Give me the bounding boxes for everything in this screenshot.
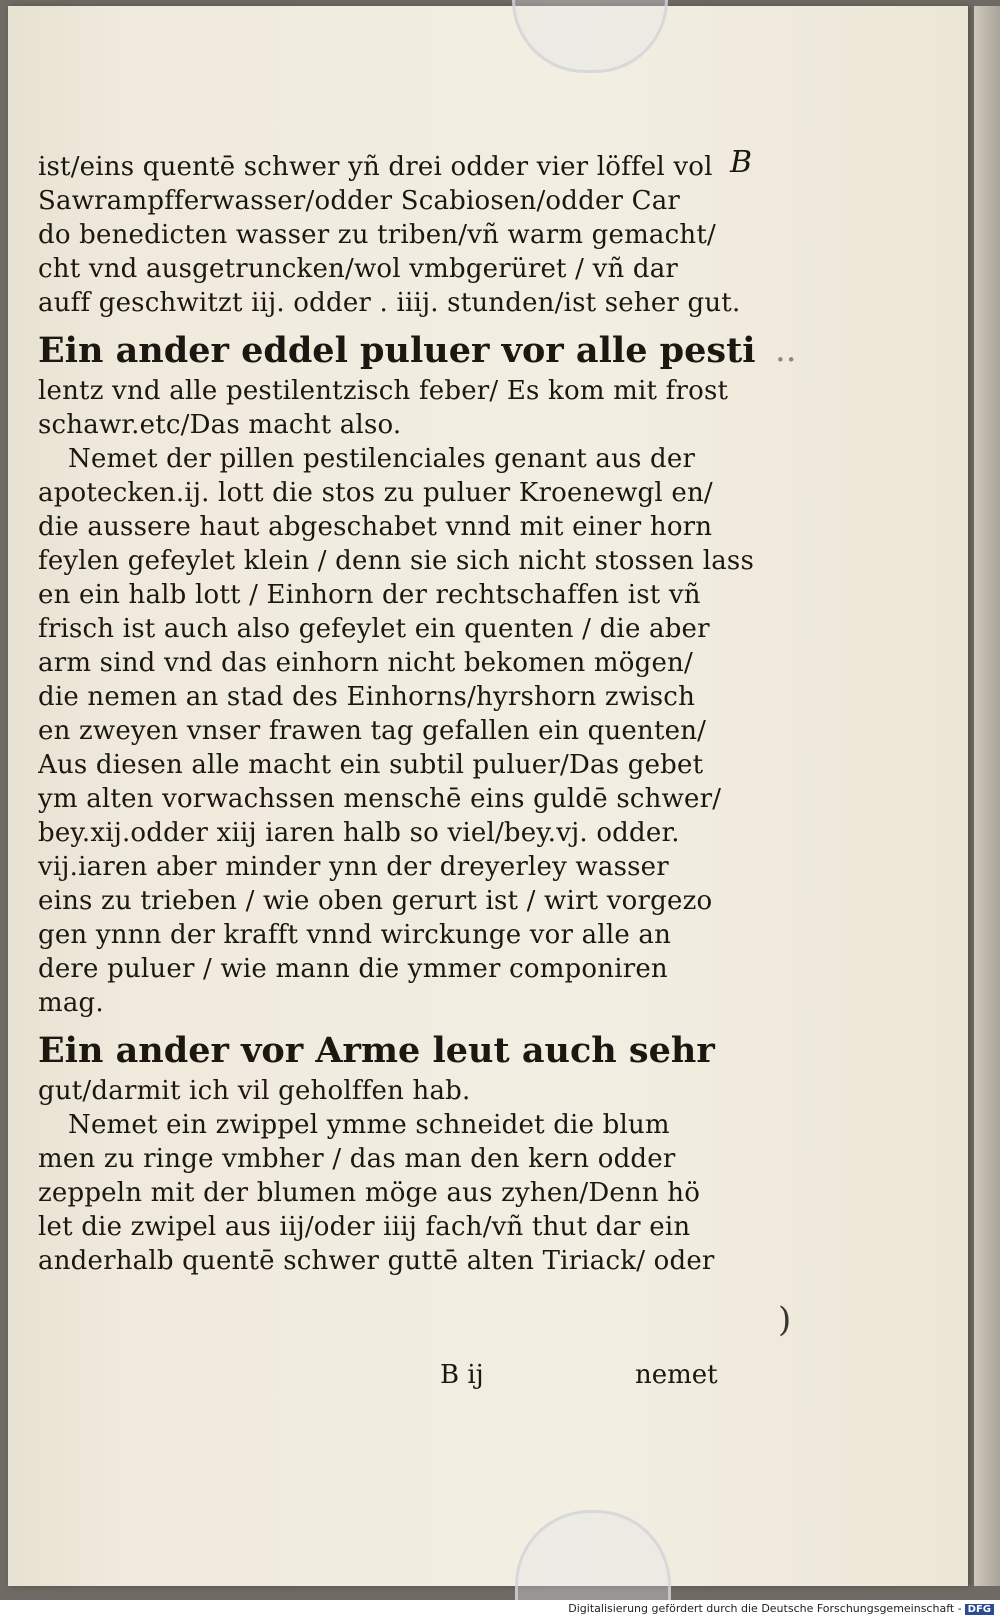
text-line: Nemet der pillen pestilenciales genant aus der <box>68 444 696 474</box>
section-heading: Ein ander eddel puluer vor alle pesti <box>38 330 756 371</box>
text-line: eins zu trieben / wie oben gerurt ist / wirt vorgezo <box>38 886 713 916</box>
text-line: en ein halb lott / Einhorn der rechtschaffen ist vñ <box>38 580 701 610</box>
text-line: auff geschwitzt iij. odder . iiij. stunden/ist seher gut. <box>38 288 741 318</box>
text-line: gut/darmit ich vil geholffen hab. <box>38 1076 471 1106</box>
text-line: do benedicten wasser zu triben/vñ warm gemacht/ <box>38 220 716 250</box>
text-line: let die zwipel aus iij/oder iiij fach/vñ thut dar ein <box>38 1212 691 1242</box>
footer-credit <box>568 1602 994 1615</box>
text-line: die nemen an stad des Einhorns/hyrshorn zwisch <box>38 682 696 712</box>
catchword: nemet <box>635 1360 718 1390</box>
text-line: gen ynnn der krafft vnnd wirckunge vor alle an <box>38 920 672 950</box>
text-line: ym alten vorwachssen menschē eins guldē schwer/ <box>38 784 722 814</box>
text-line: men zu ringe vmbher / das man den kern odder <box>38 1144 676 1174</box>
text-line: schawr.etc/Das macht also. <box>38 410 402 440</box>
printed-text-block <box>38 150 758 1278</box>
catchword-line <box>440 1360 740 1394</box>
signature-label: B ij <box>440 1360 484 1390</box>
text-line: mag. <box>38 988 104 1018</box>
footer-bar <box>0 1600 1000 1620</box>
text-line: arm sind vnd das einhorn nicht bekomen mögen/ <box>38 648 693 678</box>
text-line: cht vnd ausgetruncken/wol vmbgerüret / vñ dar <box>38 254 679 284</box>
text-line: bey.xij.odder xiij iaren halb so viel/bey.vj. odder. <box>38 818 680 848</box>
folio-mark: B <box>730 145 753 180</box>
text-line: vij.iaren aber minder ynn der dreyerley wasser <box>38 852 669 882</box>
dfg-logo: DFG <box>965 1604 994 1615</box>
text-line: Aus diesen alle macht ein subtil puluer/Das gebet <box>38 750 704 780</box>
text-line: en zweyen vnser frawen tag gefallen ein quenten/ <box>38 716 707 746</box>
page-edge <box>974 6 1000 1586</box>
text-line: apotecken.ij. lott die stos zu puluer Kroenewgl en/ <box>38 478 713 508</box>
text-line: ist/eins quentē schwer yñ drei odder vier löffel vol <box>38 152 713 182</box>
text-line: dere puluer / wie mann die ymmer componiren <box>38 954 668 984</box>
footer-credit-text: Digitalisierung gefördert durch die Deutsche Forschungsgemeinschaft - <box>568 1602 962 1615</box>
text-line: anderhalb quentē schwer guttē alten Tiriack/ oder <box>38 1246 715 1276</box>
text-line: die aussere haut abgeschabet vnnd mit einer horn <box>38 512 713 542</box>
text-line: Sawrampfferwasser/odder Scabiosen/odder Car <box>38 186 681 216</box>
section-heading: Ein ander vor Arme leut auch sehr <box>38 1030 715 1071</box>
text-line: Nemet ein zwippel ymme schneidet die blum <box>68 1110 670 1140</box>
text-line: frisch ist auch also gefeylet ein quenten / die aber <box>38 614 710 644</box>
margin-mark-2: ) <box>778 1300 792 1340</box>
text-line: feylen gefeylet klein / denn sie sich nicht stossen lass <box>38 546 754 576</box>
text-line: zeppeln mit der blumen möge aus zyhen/Denn hö <box>38 1178 701 1208</box>
margin-mark-1: .. <box>775 330 797 370</box>
text-line: lentz vnd alle pestilentzisch feber/ Es kom mit frost <box>38 376 729 406</box>
